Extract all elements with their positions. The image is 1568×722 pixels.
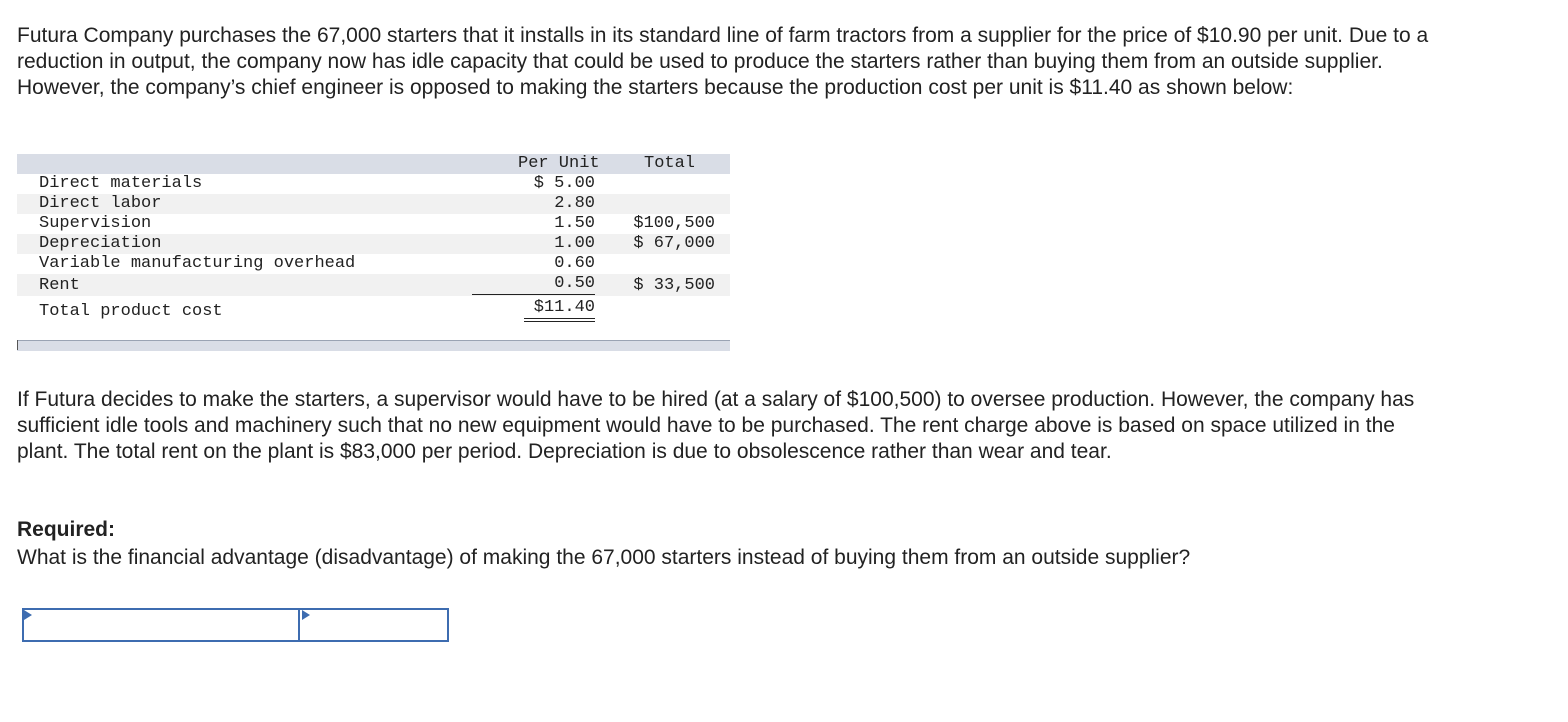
table-row	[17, 234, 730, 254]
table-row	[17, 174, 730, 194]
required-heading: Required:	[17, 518, 116, 541]
table-row	[17, 194, 730, 214]
row-per-unit: 1.00	[554, 234, 595, 253]
row-per-unit: 0.50	[472, 274, 595, 295]
input-marker-icon	[302, 610, 310, 620]
answer-label-input[interactable]	[22, 608, 300, 642]
row-per-unit: 1.50	[554, 214, 595, 233]
row-total: $ 33,500	[633, 276, 715, 295]
total-label: Total product cost	[39, 302, 223, 321]
row-total: $100,500	[633, 214, 715, 233]
input-marker-icon	[24, 610, 32, 620]
answer-row	[22, 608, 449, 642]
row-label: Direct materials	[39, 174, 203, 193]
total-row	[17, 296, 730, 326]
row-per-unit: $ 5.00	[533, 174, 595, 193]
row-label: Supervision	[39, 214, 152, 233]
table-row	[17, 214, 730, 234]
table-row	[17, 254, 730, 274]
cost-table	[17, 154, 730, 326]
row-label: Depreciation	[39, 234, 162, 253]
row-per-unit: 2.80	[554, 194, 595, 213]
table-footer-edge	[17, 340, 18, 350]
table-footer-bar	[17, 340, 730, 351]
row-total: $ 67,000	[633, 234, 715, 253]
per-unit-header: Per Unit	[518, 154, 600, 173]
problem-details: If Futura decides to make the starters, a supervisor would have to be hired (at a salary of $100,500) to oversee production. However, the company has sufficient idle tools and machinery such that no new equipment would have to be purchased. The rent charge above is based on space utilized in the plant. The total rent on the plant is $83,000 per period. Depreciation is due to obsolescence rather than wear and tear.	[17, 388, 1415, 463]
total-header: Total	[644, 154, 696, 173]
answer-amount-input[interactable]	[300, 608, 449, 642]
total-per-unit: $11.40	[524, 298, 595, 322]
row-label: Variable manufacturing overhead	[39, 254, 356, 273]
row-label: Rent	[39, 276, 80, 295]
table-row	[17, 274, 730, 296]
required-question: What is the financial advantage (disadvantage) of making the 67,000 starters instead of buying them from an outside supplier?	[17, 546, 1191, 569]
row-label: Direct labor	[39, 194, 162, 213]
row-per-unit: 0.60	[554, 254, 595, 273]
problem-intro: Futura Company purchases the 67,000 starters that it installs in its standard line of farm tractors from a supplier for the price of $10.90 per unit. Due to a reduction in output, the company now has idle capacity that could be used to produce the starters rather than buying them from an outside supplier. However, the company’s chief engineer is opposed to making the starters because the production cost per unit is $11.40 as shown below:	[17, 24, 1429, 99]
cost-table-header	[17, 154, 730, 174]
